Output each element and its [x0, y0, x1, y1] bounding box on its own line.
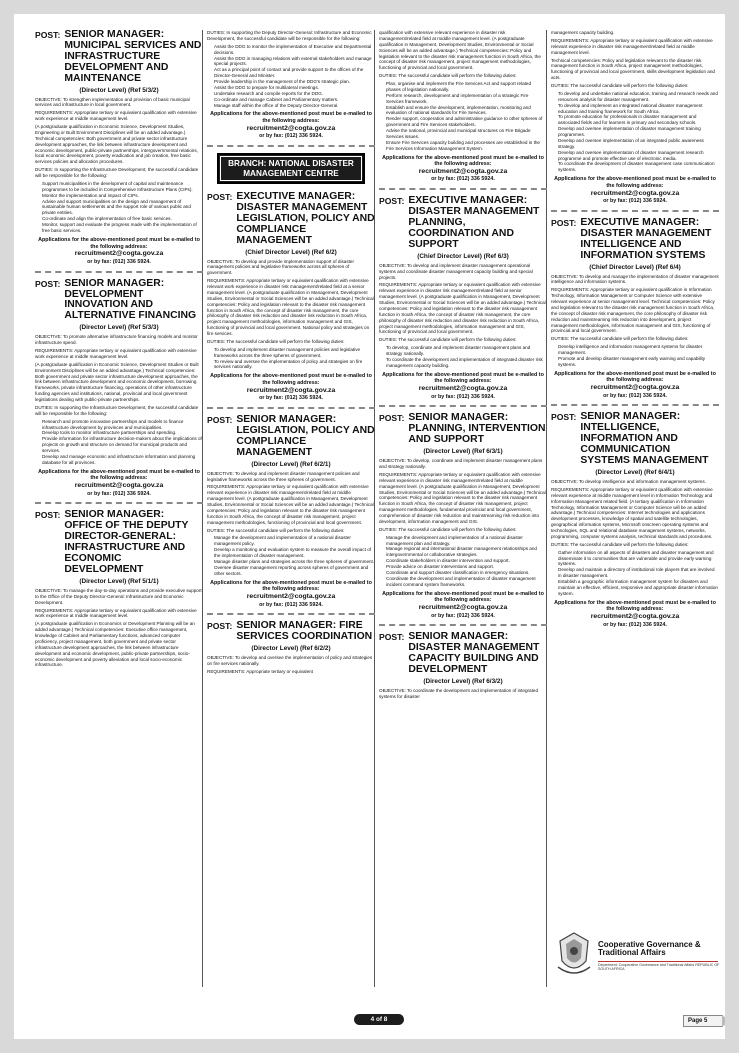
post-title: SENIOR MANAGER: FIRE SERVICES COORDINATION [236, 620, 373, 643]
post-paragraph: management capacity building. [551, 30, 615, 35]
application-instruction: Applications for the above-mentioned post must be e-mailed to the following address: [554, 370, 716, 384]
duty-item: • Advise and support municipalities on the design and management of sustainable human settlements and the support role of various public and private entities. [42, 199, 203, 217]
post-title: EXECUTIVE MANAGER: DISASTER MANAGEMENT INTELLIGENCE AND INFORMATION SYSTEMS [580, 216, 712, 261]
post-header [207, 192, 375, 247]
post-level: (Chief Director Level) (Ref 6/2) [245, 248, 337, 256]
duty-item: • Develop tools to monitor infrastructure partnerships and spending. [42, 430, 203, 436]
post-header [551, 218, 719, 262]
job-post [379, 632, 547, 706]
application-info [35, 237, 203, 266]
post-header [379, 632, 547, 676]
duty-item: • To develop and implement an integrated national disaster management education and training framework for South Africa. [558, 103, 719, 115]
post-title: SENIOR MANAGER: INTELLIGENCE, INFORMATION AND COMMUNICATION SYSTEMS MANAGEMENT [580, 411, 709, 467]
post-label: POST: [379, 196, 405, 207]
application-instruction: Applications for the above-mentioned post must be e-mailed to the following address: [210, 579, 372, 593]
post-paragraph: REQUIREMENTS: Appropriate tertiary or equivalent [207, 668, 313, 674]
application-fax: or by fax: (012) 336 5924. [431, 612, 495, 619]
application-email-link[interactable]: recruitment2@cogta.gov.za [590, 384, 680, 392]
post-paragraph: OBJECTIVE: To coordinate the development and implementation of integrated systems for disaster [379, 688, 539, 699]
job-post [379, 30, 547, 190]
duty-item: • Manage disaster plans and strategies across the three spheres of government. [214, 559, 375, 565]
post-paragraph: DUTIES: The successful candidate will perform the following duties: [551, 336, 689, 342]
post-header [207, 621, 375, 643]
cogta-logo [554, 931, 724, 981]
application-info [379, 372, 547, 401]
post-header [35, 510, 203, 576]
branch-heading: BRANCH: NATIONAL DISASTER MANAGEMENT CENTRE [217, 153, 365, 184]
duties-list [214, 347, 375, 371]
post-paragraph: REQUIREMENTS: Appropriate tertiary or equivalent qualification with extensive relevant work experience in disaster risk management/related field at a senior management level. (A postgraduate qualification in Management, Development Studies, Environmental or Social Sciences will be an added advantage.) Technical competencies: Policy and legislation relevant to the disaster risk management function in South Africa, the concept of disaster risk management, the core philosophy of disaster risk reduction and disaster risk reduction in South Africa, project management methodologies, information management and GIS, functioning of provincial and local government. National policy and strategies on fire services. [207, 278, 374, 337]
application-fax: or by fax: (012) 336 5924. [431, 393, 495, 400]
post-label: POST: [35, 30, 61, 40]
duties-list [558, 344, 719, 368]
post-title: SENIOR MANAGER: DEVELOPMENT INNOVATION AND ALTERNATIVE FINANCING [64, 277, 197, 322]
post-label: POST: [207, 621, 233, 632]
post-paragraph: DUTIES: In supporting the Deputy Director-General: Infrastructure and Economic Development, the successful candidate will be responsible for the following: [207, 30, 372, 41]
duty-item: • Manage the development and implementation of a national disaster management plan and strategy. [386, 535, 547, 547]
post-paragraph: OBJECTIVE: To develop, coordinate and implement disaster management plans and strategy nationally. [379, 458, 543, 470]
post-label: POST: [35, 278, 61, 289]
duty-item: • Manage the development and implementation of a national disaster management policy. [214, 535, 375, 547]
post-level: (Director Level) (Ref 6/3/2) [423, 678, 503, 686]
duties-list [386, 81, 547, 152]
post-header [207, 415, 375, 459]
duty-item: • Assist the DDG to monitor the implementation of Executive and Departmental decisions. [214, 44, 375, 56]
post-paragraph: DUTIES: The successful candidate will perform the following duties: [207, 527, 345, 533]
post-paragraph: OBJECTIVE: To manage the day-to-day operations and provide executive support to the Office of the Deputy Director-General: Infrastructure and Economic Development. [35, 587, 202, 605]
duty-item: • Advise the national, provincial and municipal structures on Fire Brigade Services issues. [386, 128, 547, 140]
post-paragraph: REQUIREMENTS: Appropriate tertiary or equivalent qualification with extensive work experience at middle management level. [35, 348, 197, 359]
application-info [379, 155, 547, 184]
logo-department-name: Cooperative Governance & Traditional Affairs [598, 940, 701, 958]
application-instruction: Applications for the above-mentioned post must be e-mailed to the following address: [382, 371, 544, 385]
duty-item: • Perform research, development and implementation of a strategic Fire Services framework. [386, 93, 547, 105]
coat-of-arms-icon [554, 931, 594, 979]
post-paragraph: REQUIREMENTS: Appropriate tertiary or equivalent qualification in Information Technology, Information Management or Computer Science with extensive relevant experience at senior management level. Technical competencies: Policy and legislation relevant to the disaster risk management function in South Africa, the concept of disaster risk management, the core philosophy of disaster risk reduction and mainstreaming risk reduction into development, project management methodologies, information management and GIS, functioning of provincial and local government. [551, 287, 715, 334]
post-level: (Director Level) (Ref 5/3/2) [79, 86, 159, 94]
post-label: POST: [207, 191, 233, 202]
post-paragraph: OBJECTIVE: To develop and implement disaster management operational systems and coordinate disaster management capacity building and special projects. [379, 262, 533, 280]
post-header [35, 279, 203, 323]
post-paragraph: OBJECTIVE: To develop and oversee the implementation of policy and strategies on fire services nationally. [207, 655, 373, 667]
post-label: POST: [551, 412, 577, 423]
job-post [379, 196, 547, 407]
post-label: POST: [35, 510, 61, 521]
post-header [35, 30, 203, 85]
job-post [551, 412, 719, 633]
duty-item: • Develop and oversee implementation of an integrated public awareness strategy. [558, 138, 719, 150]
application-instruction: Applications for the above-mentioned post must be e-mailed to the following address: [382, 590, 544, 604]
post-header [379, 413, 547, 446]
application-instruction: Applications for the above-mentioned post must be e-mailed to the following address: [554, 599, 716, 613]
application-info [551, 600, 719, 629]
duty-item: • Plan, organise and implement the Fire Services Act and support related phases of legislation nationally. [386, 81, 547, 93]
column-3 [379, 30, 547, 987]
application-info [551, 176, 719, 205]
duty-item: • To develop and implement disaster management policies and legislative frameworks across the three spheres of government. [214, 347, 375, 359]
post-paragraph: (A postgraduate qualification in Economic Science, Development Studies or Built Environment Disciplines will be an added advantage.) Technical competencies: Both government and private sector infrastructure development approaches, the link between infrastructure development and economic development, borrowing frameworks, private infrastructure financing, operations of other infrastructure funding agencies and institutions, national, provincial and local government legislations dealing with public-private partnerships. [35, 361, 199, 403]
column-2 [207, 30, 375, 987]
post-paragraph: DUTIES: The successful candidate will perform the following duties: [551, 541, 689, 547]
page-indicator: 4 of 8 [354, 1014, 404, 1025]
post-paragraph: OBJECTIVE: To develop and manage the implementation of disaster management intelligence and information systems. [551, 273, 719, 285]
post-paragraph: (A postgraduate qualification in Economic Science, Development Studies, Engineering or Built Environment Disciplines will be an added advantage.) Technical competencies: Both government and private sector infrastructure development approaches, the link between infrastructure development and economic development, public-private partnerships, intergovernmental relations, local economic development, poverty eradication and job creation, free basic services policies and allocation procedures. [35, 124, 198, 165]
application-info [207, 580, 375, 609]
duty-item: • Establish and ensure the development, implementation, monitoring and evaluation of national standards for Fire Services. [386, 105, 547, 117]
post-paragraph: DUTIES: The successful candidate will perform the following duties: [379, 526, 517, 532]
duty-item: • Provide information for infrastructure decision-makers about the implications of projects on growth and structure on demand for municipal products and services. [42, 436, 203, 454]
duty-item: • Gather information on all aspects of disasters and disaster management and disseminate it to communities that are vulnerable and provide early warning systems. [558, 550, 719, 568]
application-fax: or by fax: (012) 336 5924. [603, 198, 667, 205]
post-level: (Director Level) (Ref 6/2/2) [251, 645, 331, 653]
column-1 [35, 30, 203, 987]
application-instruction: Applications for the above-mentioned post must be e-mailed to the following address: [210, 373, 372, 387]
duty-item: • Monitor, support and evaluate the progress made with the implementation of free basic services. [42, 222, 203, 234]
application-email-link[interactable]: recruitment2@cogta.gov.za [418, 385, 508, 393]
duty-item: • Render support, cooperation and administrative guidance to other spheres of government and Fire Services stakeholders. [386, 116, 547, 128]
post-label: POST: [379, 413, 405, 424]
application-email-link[interactable]: recruitment2@cogta.gov.za [246, 386, 336, 394]
post-level: (Director Level) (Ref 6/2/1) [251, 460, 331, 468]
duty-item: • Develop intelligence and information management systems for disaster management. [558, 344, 719, 356]
duty-item: • Manage staff within the office of the Deputy Director-General. [214, 103, 375, 109]
post-label: POST: [551, 217, 577, 228]
job-post [551, 218, 719, 407]
post-paragraph: REQUIREMENTS: Appropriate tertiary or equivalent qualification with extensive relevant experience in disaster risk management/related field at senior management level. (A postgraduate qualification in Management, Development Studies, Environmental or Social Sciences will be an added advantage.) Technical competencies: Policy and legislation relevant to the disaster risk management function in South Africa, the concept of disaster risk management, the core philosophy of disaster risk reduction and disaster risk reduction in South Africa, project management methodologies, information management and GIS, functioning of provincial and local government. [379, 282, 546, 335]
application-info [207, 373, 375, 402]
job-post [551, 30, 719, 212]
post-title: SENIOR MANAGER: OFFICE OF THE DEPUTY DIRECTOR-GENERAL: INFRASTRUCTURE AND ECONOMIC DEVELOPMENT [64, 509, 189, 575]
advert-page [14, 14, 725, 1039]
next-page-button[interactable]: Page 5 [683, 1015, 723, 1027]
application-email-link[interactable]: recruitment2@cogta.gov.za [246, 124, 336, 132]
post-paragraph: DUTIES: The successful candidate will perform the following duties: [379, 73, 517, 79]
post-paragraph: REQUIREMENTS: Appropriate tertiary or equivalent qualification with extensive relevant experience in disaster risk management/related field at middle management level. (A postgraduate qualification in Management, Development Studies, Environmental or Social Sciences will be an added advantage.) Technical competencies: Policy and legislation relevant to the disaster risk management function in South Africa, the concept of disaster risk management, project management methodologies, fundamental provincial and local government, comprehension of disaster risk reduction and mainstreaming risk reduction into development, information management and GIS. [379, 471, 546, 524]
application-email-link[interactable]: recruitment2@cogta.gov.za [590, 613, 680, 621]
post-paragraph: REQUIREMENTS: Appropriate tertiary or equivalent qualification with extensive relevant experience in disaster risk management/related field at middle management level. [551, 37, 713, 55]
duty-item: • To review and oversee the implementation of policy and strategies on fire services nationally. [214, 359, 375, 371]
post-title: SENIOR MANAGER: MUNICIPAL SERVICES AND INFRASTRUCTURE DEVELOPMENT AND MAINTENANCE [64, 30, 202, 84]
duties-list [42, 419, 203, 466]
post-paragraph: (A postgraduate qualification in Economics or Development Planning will be an added advantage.) Technical competencies: Executive office management, knowledge of Cabinet and Parliamentary functions, advanced computer proficiency, project management, both government and private sector infrastructure development approaches, the link between infrastructure development and economic development, public-private partnerships, socio-economic development and poverty alleviation and local socio-economic infrastructure. [35, 621, 195, 668]
application-fax: or by fax: (012) 336 5924. [603, 621, 667, 628]
application-fax: or by fax: (012) 336 5924. [87, 490, 151, 497]
application-instruction: Applications for the above-mentioned post must be e-mailed to the following address: [382, 154, 544, 168]
post-level: (Director Level) (Ref 6/4/1) [595, 469, 675, 477]
post-title: EXECUTIVE MANAGER: DISASTER MANAGEMENT LEGISLATION, POLICY AND COMPLIANCE MANAGEMENT [236, 190, 375, 246]
job-post [35, 30, 203, 273]
post-title: EXECUTIVE MANAGER: DISASTER MANAGEMENT PLANNING, COORDINATION AND SUPPORT [408, 195, 540, 250]
job-post [207, 621, 375, 681]
post-paragraph: DUTIES: The successful candidate will perform the following duties: [207, 338, 345, 344]
post-paragraph: OBJECTIVE: To develop and implement disaster management policies and legislative frameworks across the three spheres of government. [207, 470, 360, 482]
post-paragraph: Technical competencies: Policy and legislation relevant to the disaster risk management function in South Africa, project management methodologies, functioning of provincial and local government, skills development legislation and acts. [551, 57, 715, 81]
duty-item: • To promote education for professionals in disaster management and associated fields and for learners in primary and secondary schools. [558, 114, 719, 126]
post-level: (Director Level) (Ref 6/3/1) [423, 448, 503, 456]
logo-subtext: Department: Cooperative Governance and Traditional Affairs REPUBLIC OF SOUTH AFRICA [598, 963, 720, 972]
post-level: (Chief Director Level) (Ref 6/3) [417, 252, 509, 260]
duty-item: • Coordinate stakeholders in disaster intervention and support. [386, 558, 547, 564]
duties-list [558, 91, 719, 173]
duty-item: • Develop a monitoring and evaluation system to measure the overall impact of the implementation of disaster management. [214, 547, 375, 559]
duties-list [386, 535, 547, 588]
post-paragraph: REQUIREMENTS: Appropriate tertiary or equivalent qualification with extensive work experience at middle management level. [35, 607, 197, 619]
post-paragraph: REQUIREMENTS: Appropriate tertiary or equivalent qualification with extensive relevant experience in disaster risk management/related field at middle management level. (A postgraduate qualification in Management, Development Studies, Environmental or Social Sciences will be an added advantage.) Technical competencies: Policy and legislation relevant to the disaster risk management function in South Africa, the concept of disaster risk management, project management methodologies, functioning of provincial and local government. [207, 484, 374, 525]
post-header [379, 196, 547, 251]
duties-list [214, 535, 375, 576]
duty-item: • Co-ordinate and manage Cabinet and Parliamentary matters. [214, 97, 375, 103]
duty-item: • Oversee disaster management reporting across spheres of government and other sectors. [214, 565, 375, 577]
duty-item: • Manage regional and international disaster management relationships and intergovernmental or collaborative strategies. [386, 546, 547, 558]
post-paragraph: DUTIES: The successful candidate will perform the following duties: [379, 337, 517, 343]
job-post [35, 279, 203, 505]
duties-list [386, 345, 547, 369]
column-4 [551, 30, 719, 987]
duty-item: • Provide leadership in the management of the DDG's strategic plan. [214, 79, 375, 85]
post-label: POST: [379, 632, 405, 643]
duty-item: • Develop and manage economic and infrastructure information and planning database for all provinces. [42, 454, 203, 466]
post-paragraph: OBJECTIVE: To promote alternative infrastructure financing models and monitor infrastructure spend. [35, 334, 198, 346]
application-info [207, 111, 375, 140]
application-info [35, 469, 203, 498]
duty-item: • Support municipalities in the development of capital and maintenance programmes to be included in Comprehensive Infrastructure Plans (CIPs). [42, 181, 203, 193]
duty-item: • Establish a geographic information management system for disasters and maintain an effective, efficient, responsive and appropriate disaster information system. [558, 579, 719, 597]
job-post [207, 415, 375, 615]
logo-rule [598, 961, 718, 962]
post-title: SENIOR MANAGER: LEGISLATION, POLICY AND COMPLIANCE MANAGEMENT [236, 414, 375, 458]
post-paragraph: REQUIREMENTS: Appropriate tertiary or equivalent qualification with extensive work experience at middle management level. [35, 110, 197, 122]
duty-item: • Develop and oversee implementation of disaster management research programme and promote effective use of electronic media. [558, 150, 719, 162]
application-email-link[interactable]: recruitment2@cogta.gov.za [246, 593, 336, 601]
duty-item: • Develop and maintain a directory of institutional role players that are involved in disaster management. [558, 567, 719, 579]
application-email-link[interactable]: recruitment2@cogta.gov.za [418, 168, 508, 175]
duties-list [214, 44, 375, 109]
duty-item: • Coordinate and support disaster classification in emergency situations. [386, 570, 547, 576]
application-info [379, 591, 547, 620]
duty-item: • Undertake research and compile reports for the DDG. [214, 91, 375, 97]
duty-item: • Ensure Fire Services capacity building and processes are established in the Fire Services Information Management System. [386, 140, 547, 152]
post-title: SENIOR MANAGER: DISASTER MANAGEMENT CAPACITY BUILDING AND DEVELOPMENT [408, 631, 540, 676]
duty-item: • Research and promote innovative partnerships and models to finance infrastructure development by provinces and municipalities. [42, 419, 203, 431]
duty-item: • Promote and develop disaster management early warning and capability systems. [558, 356, 719, 368]
application-fax: or by fax: (012) 336 5924. [87, 258, 151, 265]
post-title: SENIOR MANAGER: PLANNING, INTERVENTION AND SUPPORT [408, 412, 546, 446]
post-paragraph: DUTIES: In supporting the Infrastructure Development, the successful candidate will be responsible for the following: [35, 167, 199, 179]
post-level: (Director Level) (Ref 5/3/3) [79, 324, 159, 332]
post-paragraph: OBJECTIVE: To develop intelligence and information management systems. [551, 479, 706, 485]
duty-item: • Co-ordinate and align the implementation of free basic services. [42, 216, 203, 222]
post-paragraph: DUTIES: In supporting the Infrastructure Development, the successful candidate will be responsible for the following: [35, 404, 199, 416]
duty-item: • To develop and undertake national education, training and research needs and resources analysis for disaster management. [558, 91, 719, 103]
application-fax: or by fax: (012) 336 5924. [603, 392, 667, 399]
application-fax: or by fax: (012) 336 5924. [431, 176, 495, 183]
post-level: (Director Level) (Ref 5/1/1) [79, 577, 159, 585]
application-fax: or by fax: (012) 336 5924. [259, 601, 323, 608]
application-email-link[interactable]: recruitment2@cogta.gov.za [418, 604, 508, 612]
job-post [379, 413, 547, 626]
duties-list [42, 181, 203, 234]
application-email-link[interactable]: recruitment2@cogta.gov.za [74, 250, 164, 258]
duty-item: • Develop and oversee implementation of disaster management training programmes. [558, 126, 719, 138]
application-email-link[interactable]: recruitment2@cogta.gov.za [590, 189, 680, 197]
application-info [551, 371, 719, 400]
application-email-link[interactable]: recruitment2@cogta.gov.za [74, 482, 164, 490]
duty-item: • Monitor the implementation and impact of CIPs. [42, 193, 203, 199]
duty-item: • Assist the DDG to prepare for multilateral meetings. [214, 85, 375, 91]
post-header [551, 412, 719, 467]
job-post [207, 30, 375, 147]
application-fax: or by fax: (012) 336 5924. [259, 133, 323, 140]
application-instruction: Applications for the above-mentioned post must be e-mailed to the following address: [38, 468, 200, 482]
job-post [207, 192, 375, 409]
duty-item: • Assist the DDG in managing relations with external stakeholders and manage special projects. [214, 56, 375, 68]
post-paragraph: OBJECTIVE: To develop and provide implementation support of disaster management policies and legislative frameworks across all spheres of government. [207, 258, 354, 276]
post-label: POST: [207, 415, 233, 426]
duty-item: • To coordinate the development and implementation of integrated disaster risk management capacity building. [386, 357, 547, 369]
application-instruction: Applications for the above-mentioned post must be e-mailed to the following address: [38, 236, 200, 250]
duty-item: • To develop, coordinate and implement disaster management plans and strategy nationally. [386, 345, 547, 357]
job-post [35, 510, 203, 675]
post-paragraph: qualification with extensive relevant experience in disaster risk management/related field at middle management level. (A postgraduate qualification in Management, Development Studies, Environmental or Social Sciences will be an added advantage.) Technical competencies: Policy and legislation relevant to the disaster risk management function in South Africa, the concept of disaster risk management, project management methodologies, functioning of provincial and local government. [379, 30, 541, 71]
post-level: (Chief Director Level) (Ref 6/4) [589, 263, 681, 271]
duty-item: • Act as a principal point of contact and provide support to the offices of the Director-General and Minister. [214, 67, 375, 79]
application-instruction: Applications for the above-mentioned post must be e-mailed to the following address: [554, 176, 716, 189]
post-paragraph: OBJECTIVE: To strengthen implementation and provision of basic municipal services and infrastructure in local government. [35, 96, 190, 108]
post-paragraph: REQUIREMENTS: Appropriate tertiary or equivalent qualification with extensive relevant experience at middle management level in Information Technology and Information Management related field. (A tertiary qualification in Information Technology, Information Management or Computer Science will be an added advantage.) Technical competencies: Internet technologies and applications development processes, knowledge of spatial and satellite technologies, geographical information systems, Microsoft onscreen operating systems and technologies, SQL and relational database management systems, networks, programming, computer systems analysis, technical standards and procedures. [551, 486, 713, 539]
duty-item: • Provide advice on disaster interventions and support. [386, 564, 547, 570]
application-fax: or by fax: (012) 336 5924. [259, 395, 323, 402]
post-paragraph: DUTIES: The successful candidate will perform the following duties: [551, 83, 689, 88]
duty-item: • To coordinate the development of disaster management case communication systems. [558, 161, 719, 173]
duty-item: • Coordinate the development and implementation of disaster management incident command system frameworks. [386, 576, 547, 588]
application-instruction: Applications for the above-mentioned post must be e-mailed to the following address: [210, 111, 372, 125]
duties-list [558, 550, 719, 597]
